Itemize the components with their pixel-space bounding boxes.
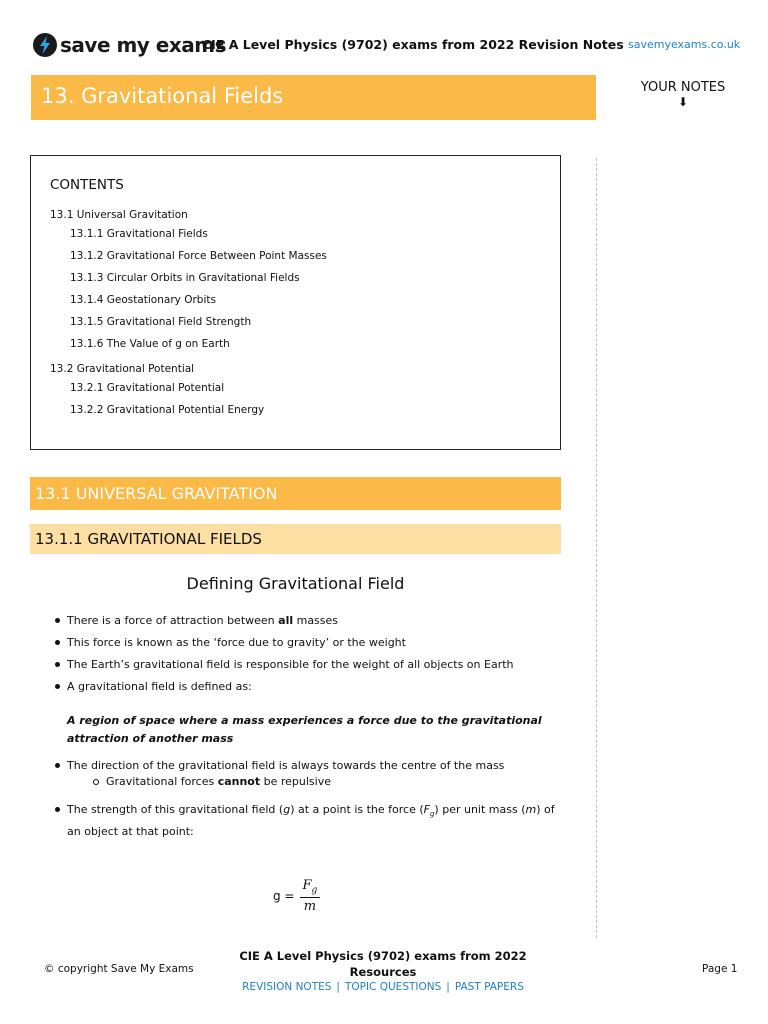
link-separator: |: [446, 981, 450, 993]
symbol-g: g: [283, 803, 291, 816]
copyright-notice: © copyright Save My Exams: [44, 963, 194, 975]
sub-bullet-text: be repulsive: [260, 775, 331, 788]
numerator-subscript: g: [311, 885, 318, 896]
sub-bullet-bold-text: cannot: [217, 775, 261, 788]
your-notes-label: YOUR NOTES: [640, 80, 726, 95]
contents-heading: CONTENTS: [50, 177, 124, 193]
bullet-field-defined: A gravitational field is defined as:: [67, 678, 557, 696]
bullet-text: ) of an object at that point:: [67, 803, 555, 839]
toc-section-13-2[interactable]: 13.2 Gravitational Potential: [50, 363, 195, 375]
sub-bullet-not-repulsive: [106, 775, 331, 789]
section-title: 13.1 UNIVERSAL GRAVITATION: [35, 484, 278, 503]
toc-item-13-1-4[interactable]: 13.1.4 Geostationary Orbits: [70, 294, 216, 306]
topic-questions-link[interactable]: TOPIC QUESTIONS: [344, 981, 442, 993]
page-number: Page 1: [702, 963, 738, 975]
arrow-down-icon: ⬇: [677, 95, 689, 109]
toc-item-13-1-6[interactable]: 13.1.6 The Value of g on Earth: [70, 338, 230, 350]
bullet-force-weight: This force is known as the ‘force due to gravity’ or the weight: [67, 634, 557, 652]
document-title: CIE A Level Physics (9702) exams from 2022 Revision Notes: [202, 37, 624, 52]
chapter-title: 13. Gravitational Fields: [41, 84, 284, 108]
subsection-banner: [30, 524, 561, 554]
section-banner: [30, 477, 561, 510]
bullet-field-strength: [67, 801, 557, 841]
logo-text: save my exams: [60, 33, 227, 57]
subsection-title: 13.1.1 GRAVITATIONAL FIELDS: [35, 530, 262, 548]
formula-denominator: m: [303, 898, 317, 914]
field-definition: A region of space where a mass experiences a force due to the gravitational attraction of another mass: [67, 714, 542, 745]
toc-item-13-2-1[interactable]: 13.2.1 Gravitational Potential: [70, 382, 225, 394]
bullet-field-direction: The direction of the gravitational field is always towards the centre of the mass: [67, 757, 557, 775]
toc-item-13-2-2[interactable]: 13.2.2 Gravitational Potential Energy: [70, 404, 265, 416]
footer-title: CIE A Level Physics (9702) exams from 2022 Resources: [239, 949, 527, 979]
bullet-text: ) at a point is the force (: [290, 803, 424, 816]
toc-item-13-1-5[interactable]: 13.1.5 Gravitational Field Strength: [70, 316, 252, 328]
toc-item-13-1-3[interactable]: 13.1.3 Circular Orbits in Gravitational Fields: [70, 272, 300, 284]
bullet-earth-field: The Earth’s gravitational field is responsible for the weight of all objects on Earth: [67, 656, 557, 674]
toc-item-13-1-2[interactable]: 13.1.2 Gravitational Force Between Point Masses: [70, 250, 327, 262]
site-link[interactable]: savemyexams.co.uk: [628, 38, 741, 51]
toc-list: [50, 208, 327, 425]
toc-item-13-1-1[interactable]: 13.1.1 Gravitational Fields: [70, 228, 208, 240]
toc-section-13-1[interactable]: 13.1 Universal Gravitation: [50, 209, 188, 221]
formula-numerator: [300, 878, 321, 898]
page-header: [0, 0, 768, 70]
table-of-contents: [30, 155, 561, 450]
symbol-f: F: [423, 803, 430, 816]
bullet-force-attraction: [67, 612, 557, 630]
formula-fraction: [300, 878, 321, 914]
field-strength-formula: [273, 878, 320, 914]
topic-heading: Defining Gravitational Field: [186, 574, 405, 593]
bullet-text: masses: [293, 614, 339, 627]
notes-divider: [596, 158, 597, 938]
chapter-banner: [31, 75, 596, 120]
bullet-text: There is a force of attraction between: [67, 614, 279, 627]
bullet-bold-text: all: [278, 614, 294, 627]
sub-bullet-text: Gravitational forces: [106, 775, 218, 788]
numerator-symbol: F: [302, 878, 312, 893]
bullet-text: ) per unit mass (: [434, 803, 526, 816]
formula-lhs: g =: [273, 888, 295, 903]
site-logo[interactable]: [33, 33, 226, 57]
notes-panel-label: [620, 80, 746, 109]
lightning-bolt-icon: [33, 33, 57, 57]
bullet-text: The strength of this gravitational field (: [67, 803, 284, 816]
footer-resources: [200, 948, 566, 993]
link-separator: |: [336, 981, 340, 993]
past-papers-link[interactable]: PAST PAPERS: [454, 981, 524, 993]
symbol-m: m: [525, 803, 537, 816]
revision-notes-link[interactable]: REVISION NOTES: [242, 981, 332, 993]
symbol-f-subscript: g: [429, 810, 435, 819]
footer-links: [200, 981, 566, 993]
